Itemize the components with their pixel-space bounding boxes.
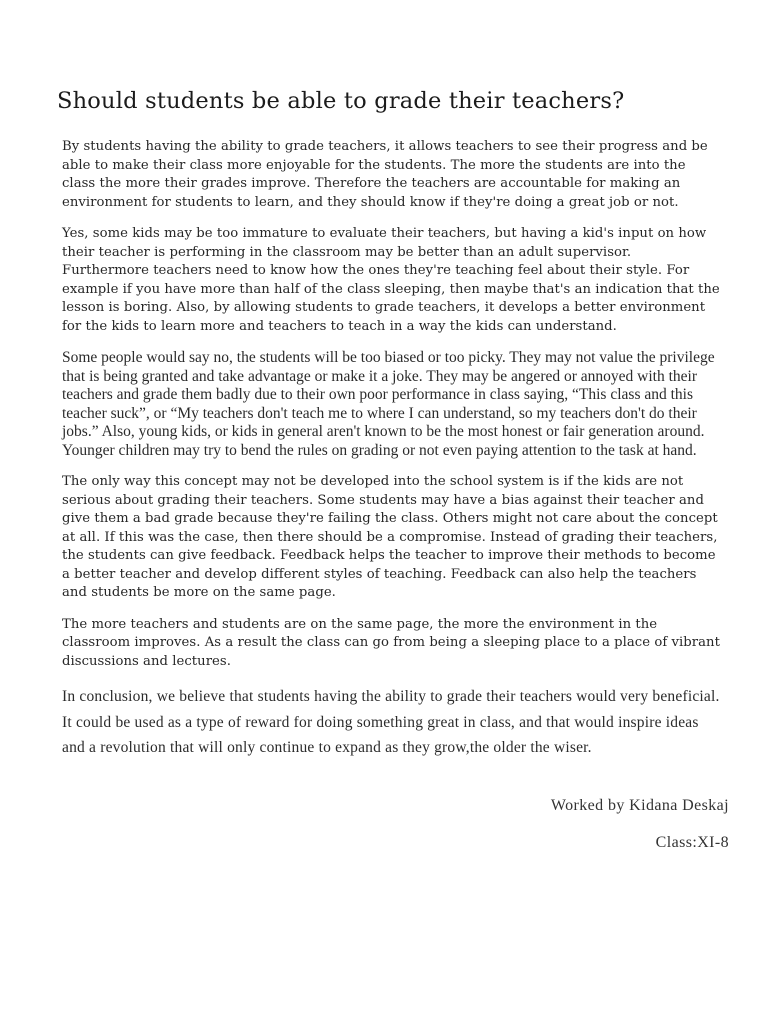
document-title: Should students be able to grade their teachers? [57,88,625,114]
paragraph-argument-for: Yes, some kids may be too immature to evaluate their teachers, but having a kid's input on how their teacher is performing in the classroom may be better than an adult supervisor. Furthermore teachers need to know how the ones they're teaching feel about their style. For example if you have more than half of the class sleeping, then maybe that's an indication that the lesson is boring. Also, by allowing students to grade teachers, it develops a better environment for the kids to learn more and teachers to teach in a way the kids can understand. [62,226,720,334]
paragraph-conclusion: In conclusion, we believe that students having the ability to grade their teachers would very beneficial. It could be used as a type of reward for doing something great in class, and that would inspire ideas and a revolution that will only continue to expand as they grow,the older the wiser. [62,688,720,756]
signature-block [62,797,729,851]
paragraph-compromise: The only way this concept may not be developed into the school system is if the kids are not serious about grading their teachers. Some students may have a bias against their teacher and give them a bad grade because they're failing the class. Others might not care about the concept at all. If this was the case, then there should be a compromise. Instead of grading their teachers, the students can give feedback. Feedback helps the teacher to improve their methods to become a better teacher and develop different styles of teaching. Feedback can also help the teachers and students be more on the same page. [62,474,718,600]
signature-author: Worked by Kidana Deskaj [550,796,729,814]
paragraph-same-page: The more teachers and students are on the same page, the more the environment in the classroom improves. As a result the class can go from being a sleeping place to a place of vibrant discussions and lectures. [62,616,720,669]
signature-class: Class:XI-8 [655,833,729,851]
paragraph-intro: By students having the ability to grade teachers, it allows teachers to see their progress and be able to make their class more enjoyable for the students. The more the students are into the class the more their grades improve. Therefore the teachers are accountable for making an environment for students to learn, and they should know if they're doing a great job or not. [62,139,708,210]
paragraph-counterargument: Some people would say no, the students will be too biased or too picky. They may not value the privilege that is being granted and take advantage or make it a joke. They may be angered or annoyed with their teachers and grade them badly due to their own poor performance in class saying, “This class and this teacher suck”, or “My teachers don't teach me to where I can understand, so my teachers don't do their jobs.” Also, young kids, or kids in general aren't known to be the most honest or fair generation around. Younger children may try to bend the rules on grading or not even paying attention to the task at hand. [62,349,715,459]
